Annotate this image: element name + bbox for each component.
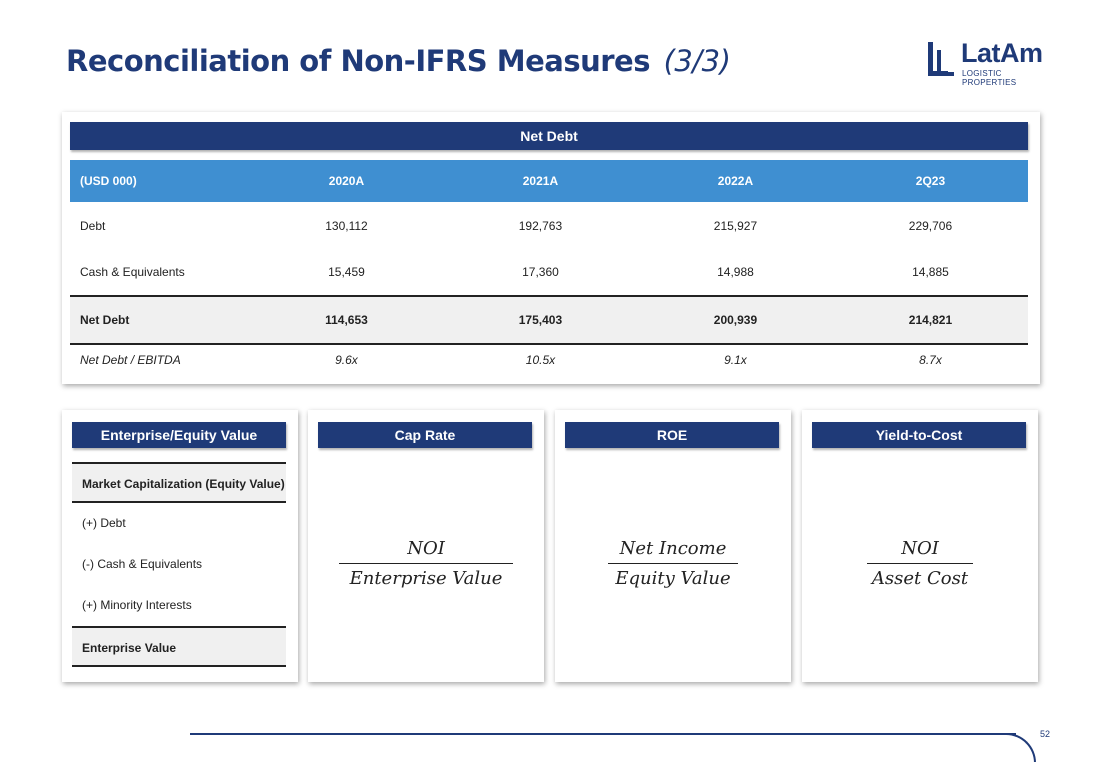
row-label: Net Debt bbox=[80, 313, 130, 327]
table-cell: 9.1x bbox=[724, 352, 747, 367]
page-title bbox=[66, 44, 730, 78]
footer-curve bbox=[1000, 733, 1036, 762]
cap-rate-title: Cap Rate bbox=[318, 422, 532, 448]
company-logo bbox=[928, 38, 1058, 87]
formula-numerator: NOI bbox=[901, 538, 939, 559]
formula-denominator: Enterprise Value bbox=[349, 568, 503, 589]
formula-denominator: Equity Value bbox=[615, 568, 731, 589]
table-header-row bbox=[70, 160, 1028, 202]
formula-denominator: Asset Cost bbox=[871, 568, 969, 589]
net-debt-card bbox=[62, 112, 1040, 384]
table-row bbox=[70, 202, 1028, 249]
yield-to-cost-card bbox=[802, 410, 1038, 682]
net-debt-title: Net Debt bbox=[70, 122, 1028, 150]
table-cell: 14,885 bbox=[912, 265, 949, 279]
table-cell: 200,939 bbox=[713, 313, 758, 327]
cap-rate-card bbox=[308, 410, 544, 682]
table-cell: 130,112 bbox=[325, 218, 368, 233]
yield-to-cost-title: Yield-to-Cost bbox=[812, 422, 1026, 448]
table-row-ratio bbox=[70, 344, 1028, 374]
column-header: (USD 000) bbox=[80, 174, 137, 188]
table-cell: 192,763 bbox=[518, 218, 563, 233]
list-item: Market Capitalization (Equity Value) bbox=[72, 462, 286, 503]
table-cell: 229,706 bbox=[908, 218, 953, 233]
list-item: Enterprise Value bbox=[72, 626, 286, 667]
table-cell: 8.7x bbox=[919, 352, 942, 367]
roe-card bbox=[555, 410, 791, 682]
net-debt-table bbox=[70, 160, 1028, 374]
table-cell: 14,988 bbox=[717, 265, 754, 279]
table-cell: 175,403 bbox=[518, 313, 563, 327]
table-cell: 215,927 bbox=[713, 218, 758, 233]
enterprise-value-title: Enterprise/Equity Value bbox=[72, 422, 286, 448]
column-header: 2021A bbox=[522, 174, 559, 188]
enterprise-value-card bbox=[62, 410, 298, 682]
column-header: 2022A bbox=[717, 174, 754, 188]
logo-tagline: LOGISTIC PROPERTIES bbox=[962, 69, 1017, 87]
logo-mark-icon bbox=[928, 42, 956, 78]
table-cell: 214,821 bbox=[908, 313, 953, 327]
table-cell: 17,360 bbox=[522, 265, 559, 279]
enterprise-value-list bbox=[72, 462, 286, 667]
row-label: Net Debt / EBITDA bbox=[80, 352, 181, 367]
title-suffix: (3/3) bbox=[663, 44, 731, 78]
table-row bbox=[70, 249, 1028, 296]
list-item: (+) Debt bbox=[82, 516, 126, 530]
page-number: 52 bbox=[1040, 729, 1051, 739]
column-header: 2Q23 bbox=[915, 174, 946, 188]
formula-numerator: Net Income bbox=[619, 538, 727, 559]
row-label: Debt bbox=[80, 218, 106, 233]
table-cell: 9.6x bbox=[335, 352, 358, 367]
row-label: Cash & Equivalents bbox=[80, 265, 185, 279]
formula-numerator: NOI bbox=[407, 538, 445, 559]
list-item: (-) Cash & Equivalents bbox=[82, 557, 203, 571]
title-text: Reconciliation of Non-IFRS Measures bbox=[66, 44, 650, 78]
yield-to-cost-formula bbox=[802, 538, 1038, 589]
table-cell: 114,653 bbox=[325, 313, 368, 327]
column-header: 2020A bbox=[328, 174, 365, 188]
cap-rate-formula bbox=[308, 538, 544, 589]
logo-wordmark: LatAm bbox=[961, 38, 1043, 68]
list-item: (+) Minority Interests bbox=[82, 598, 192, 612]
footer-line bbox=[190, 733, 1016, 735]
table-cell: 15,459 bbox=[328, 265, 365, 279]
table-row-total bbox=[70, 296, 1028, 344]
table-cell: 10.5x bbox=[525, 352, 556, 367]
roe-formula bbox=[555, 538, 791, 589]
roe-title: ROE bbox=[565, 422, 779, 448]
